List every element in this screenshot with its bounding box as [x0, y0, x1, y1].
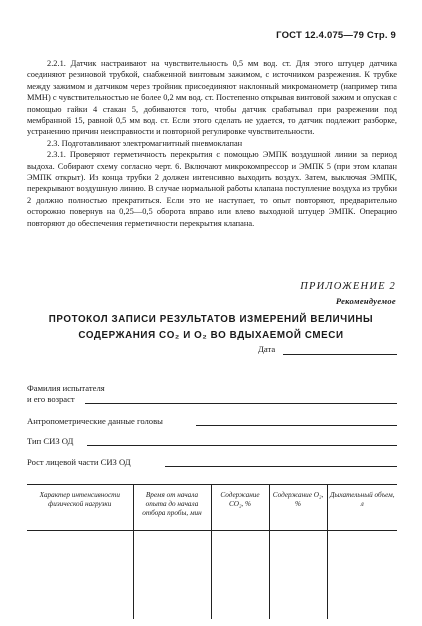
col-load-intensity: Характер интенсивности физической нагрузки [27, 485, 133, 531]
table-header-row [27, 485, 397, 531]
tester-surname-label: Фамилия испытателя [27, 383, 105, 393]
date-field-line[interactable] [283, 354, 397, 355]
siz-type-field-line[interactable] [87, 445, 397, 446]
paragraph-2-2-1: 2.2.1. Датчик настраивают на чувствительность 0,5 мм вод. ст. Для этого штуцер датчика соединяют резиновой трубкой, снабженной винтовым зажимом, с источником разрежения. К трубке между зажимом и датчиком через тройник присоединяют наклонный микроманометр (например типа ММН) с чувствительностью не более 0,2 мм вод. ст. Постепенно открывая винтовой зажим и опуская с помощью гайки 4 стакан 5, добиваются того, чтобы датчик срабатывал при разрежении под мембранной 15, равной 0,5 мм вод. ст. Если этого сделать не удается, то датчик подлежит разборке, устранению причин неисправности и повторной регулировке чувствительности. [27, 59, 397, 137]
page-header: ГОСТ 12.4.075—79 Стр. 9 [276, 30, 396, 41]
col-sample-time: Время от начала опыта до начала отбора пробы, мин [133, 485, 211, 531]
face-size-label: Рост лицевой части СИЗ ОД [27, 457, 131, 467]
appendix-subtitle: Рекомендуемое [335, 296, 396, 306]
body-text [27, 58, 397, 229]
table-cell[interactable] [269, 531, 327, 620]
protocol-title-line-2: СОДЕРЖАНИЯ CO₂ И O₂ ВО ВДЫХАЕМОЙ СМЕСИ [78, 330, 344, 341]
anthropometry-field-line[interactable] [196, 425, 397, 426]
protocol-title [40, 312, 382, 344]
face-size-field-line[interactable] [165, 466, 397, 467]
appendix-block [300, 281, 396, 306]
table-cell[interactable] [327, 531, 397, 620]
paragraph-2-3-1: 2.3.1. Проверяют герметичность перекрытия с помощью ЭМПК воздушной линии за период выдоха. Собирают схему согласно черт. 6. Включают микрокомпрессор и ЭМПК 5 (при этом клапан ЭМПК открыт). Из конца трубки 2 должен интенсивно выходить воздух. Затем, выключая ЭМПК, перекрывают воздушную линию. В случае нормальной работы клапана поступление воздуха из трубки 2 должно полностью прекратиться. Если это не наступает, то опыт повторяют, предварительно осторожно повернув на 0,25—0,5 оборота вправо или влево выходной штуцер ЭМПК. Операцию повторяют до обеспечения герметичности перекрытия клапана. [27, 150, 397, 228]
col-o2-content: Содержание O₂, % [269, 485, 327, 531]
table-cell[interactable] [133, 531, 211, 620]
protocol-title-line-1: ПРОТОКОЛ ЗАПИСИ РЕЗУЛЬТАТОВ ИЗМЕРЕНИЙ ВЕЛИЧИНЫ [48, 314, 374, 325]
col-tidal-volume: Дыхательный объем, л [327, 485, 397, 531]
paragraph-2-3: 2.3. Подготавливают электромагнитный пневмоклапан [47, 138, 243, 148]
table-cell[interactable] [211, 531, 269, 620]
table-cell[interactable] [27, 531, 133, 620]
col-co2-content: Содержание CO₂, % [211, 485, 269, 531]
tester-age-label: и его возраст [27, 394, 75, 404]
measurement-table [27, 484, 397, 619]
anthropometry-label: Антропометрические данные головы [27, 416, 163, 426]
date-label: Дата [258, 344, 276, 354]
tester-field-line[interactable] [85, 403, 397, 404]
table-row [27, 531, 397, 620]
appendix-title: ПРИЛОЖЕНИЕ 2 [300, 281, 396, 292]
siz-type-label: Тип СИЗ ОД [27, 436, 74, 446]
